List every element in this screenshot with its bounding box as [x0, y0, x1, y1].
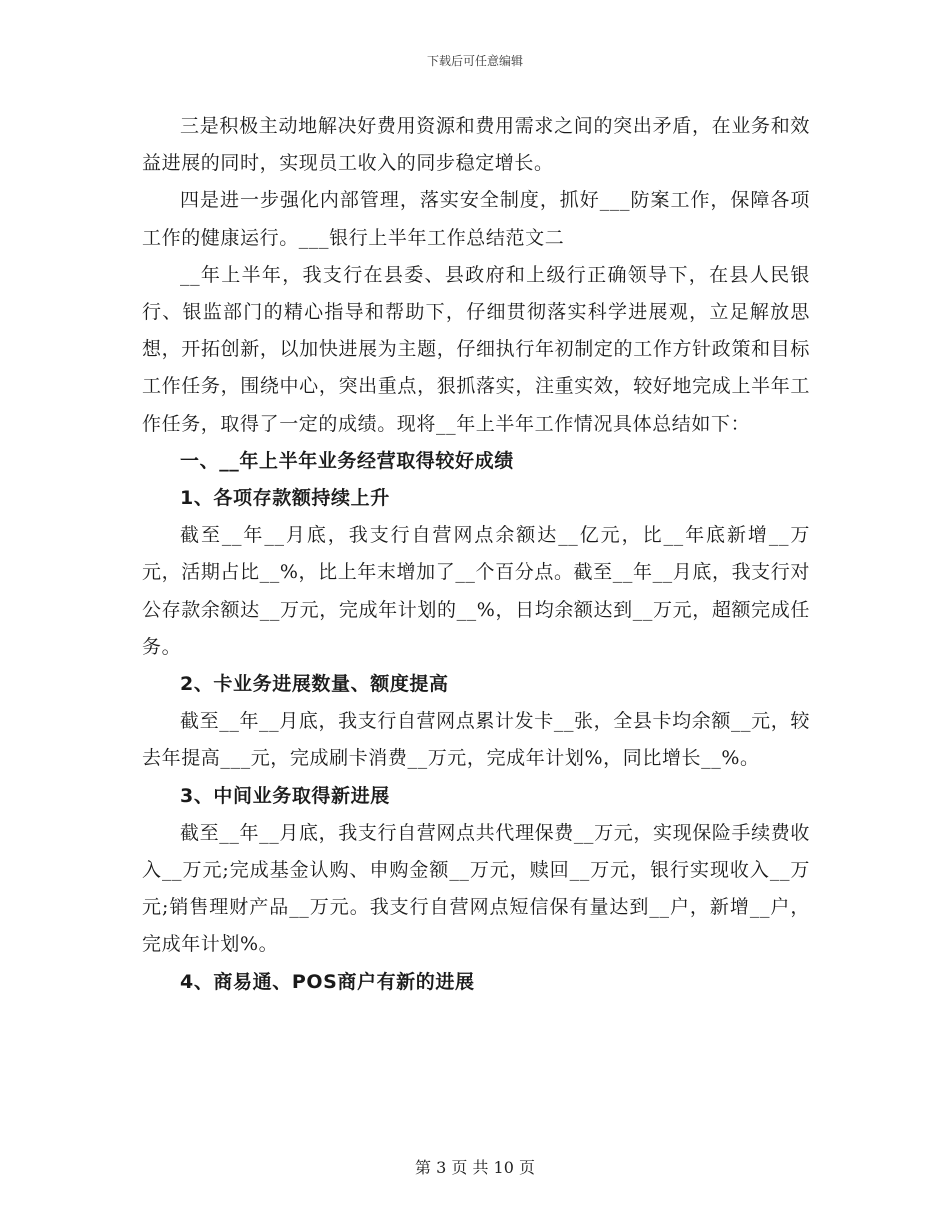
subsection-heading-pos-merchants: 4、商易通、POS商户有新的进展 — [180, 970, 475, 993]
paragraph-half-year-intro: __年上半年，我支行在县委、县政府和上级行正确领导下，在县人民银行、银监部门的精心指导和帮助下，仔细贯彻落实科学进展观，立足解放思想，开拓创新，以加快进展为主题，仔细执行年初制定的工作方针政策和目标工作任务，围绕中心，突出重点，狠抓落实，注重实效，较好地完成上半年工作任务，取得了一定的成绩。现将__年上半年工作情况具体总结如下： — [142, 263, 810, 435]
subsection-heading-intermediate-business: 3、中间业务取得新进展 — [180, 784, 390, 807]
paragraph-internal-management: 四是进一步强化内部管理，落实安全制度，抓好___防案工作，保障各项工作的健康运行。___银行上半年工作总结范文二 — [142, 189, 810, 249]
document-body — [142, 108, 810, 1001]
page-number: 第 3 页 共 10 页 — [415, 1158, 535, 1177]
paragraph-intermediate-business: 截至__年__月底，我支行自营网点共代理保费__万元，实现保险手续费收入__万元;完成基金认购、申购金额__万元，赎回__万元，银行实现收入__万元;销售理财产品__万元。我支行自营网点短信保有量达到__户，新增__户，完成年计划%。 — [142, 821, 810, 956]
section-heading-business-results: 一、__年上半年业务经营取得较好成绩 — [180, 449, 514, 472]
paragraph-card-business: 截至__年__月底，我支行自营网点累计发卡__张，全县卡均余额__元，较去年提高___元，完成刷卡消费__万元，完成年计划%，同比增长__%。 — [142, 710, 810, 770]
subsection-heading-card-business: 2、卡业务进展数量、额度提高 — [180, 673, 449, 696]
page-header-note: 下载后可任意编辑 — [426, 54, 523, 68]
subsection-heading-deposits: 1、各项存款额持续上升 — [180, 487, 390, 510]
paragraph-cost-resources: 三是积极主动地解决好费用资源和费用需求之间的突出矛盾，在业务和效益进展的同时，实现员工收入的同步稳定增长。 — [142, 115, 810, 175]
paragraph-deposits: 截至__年__月底，我支行自营网点余额达__亿元，比__年底新增__万元，活期占比__%，比上年末增加了__个百分点。截至__年__月底，我支行对公存款余额达__万元，完成年计划的__%，日均余额达到__万元，超额完成任务。 — [142, 524, 810, 658]
